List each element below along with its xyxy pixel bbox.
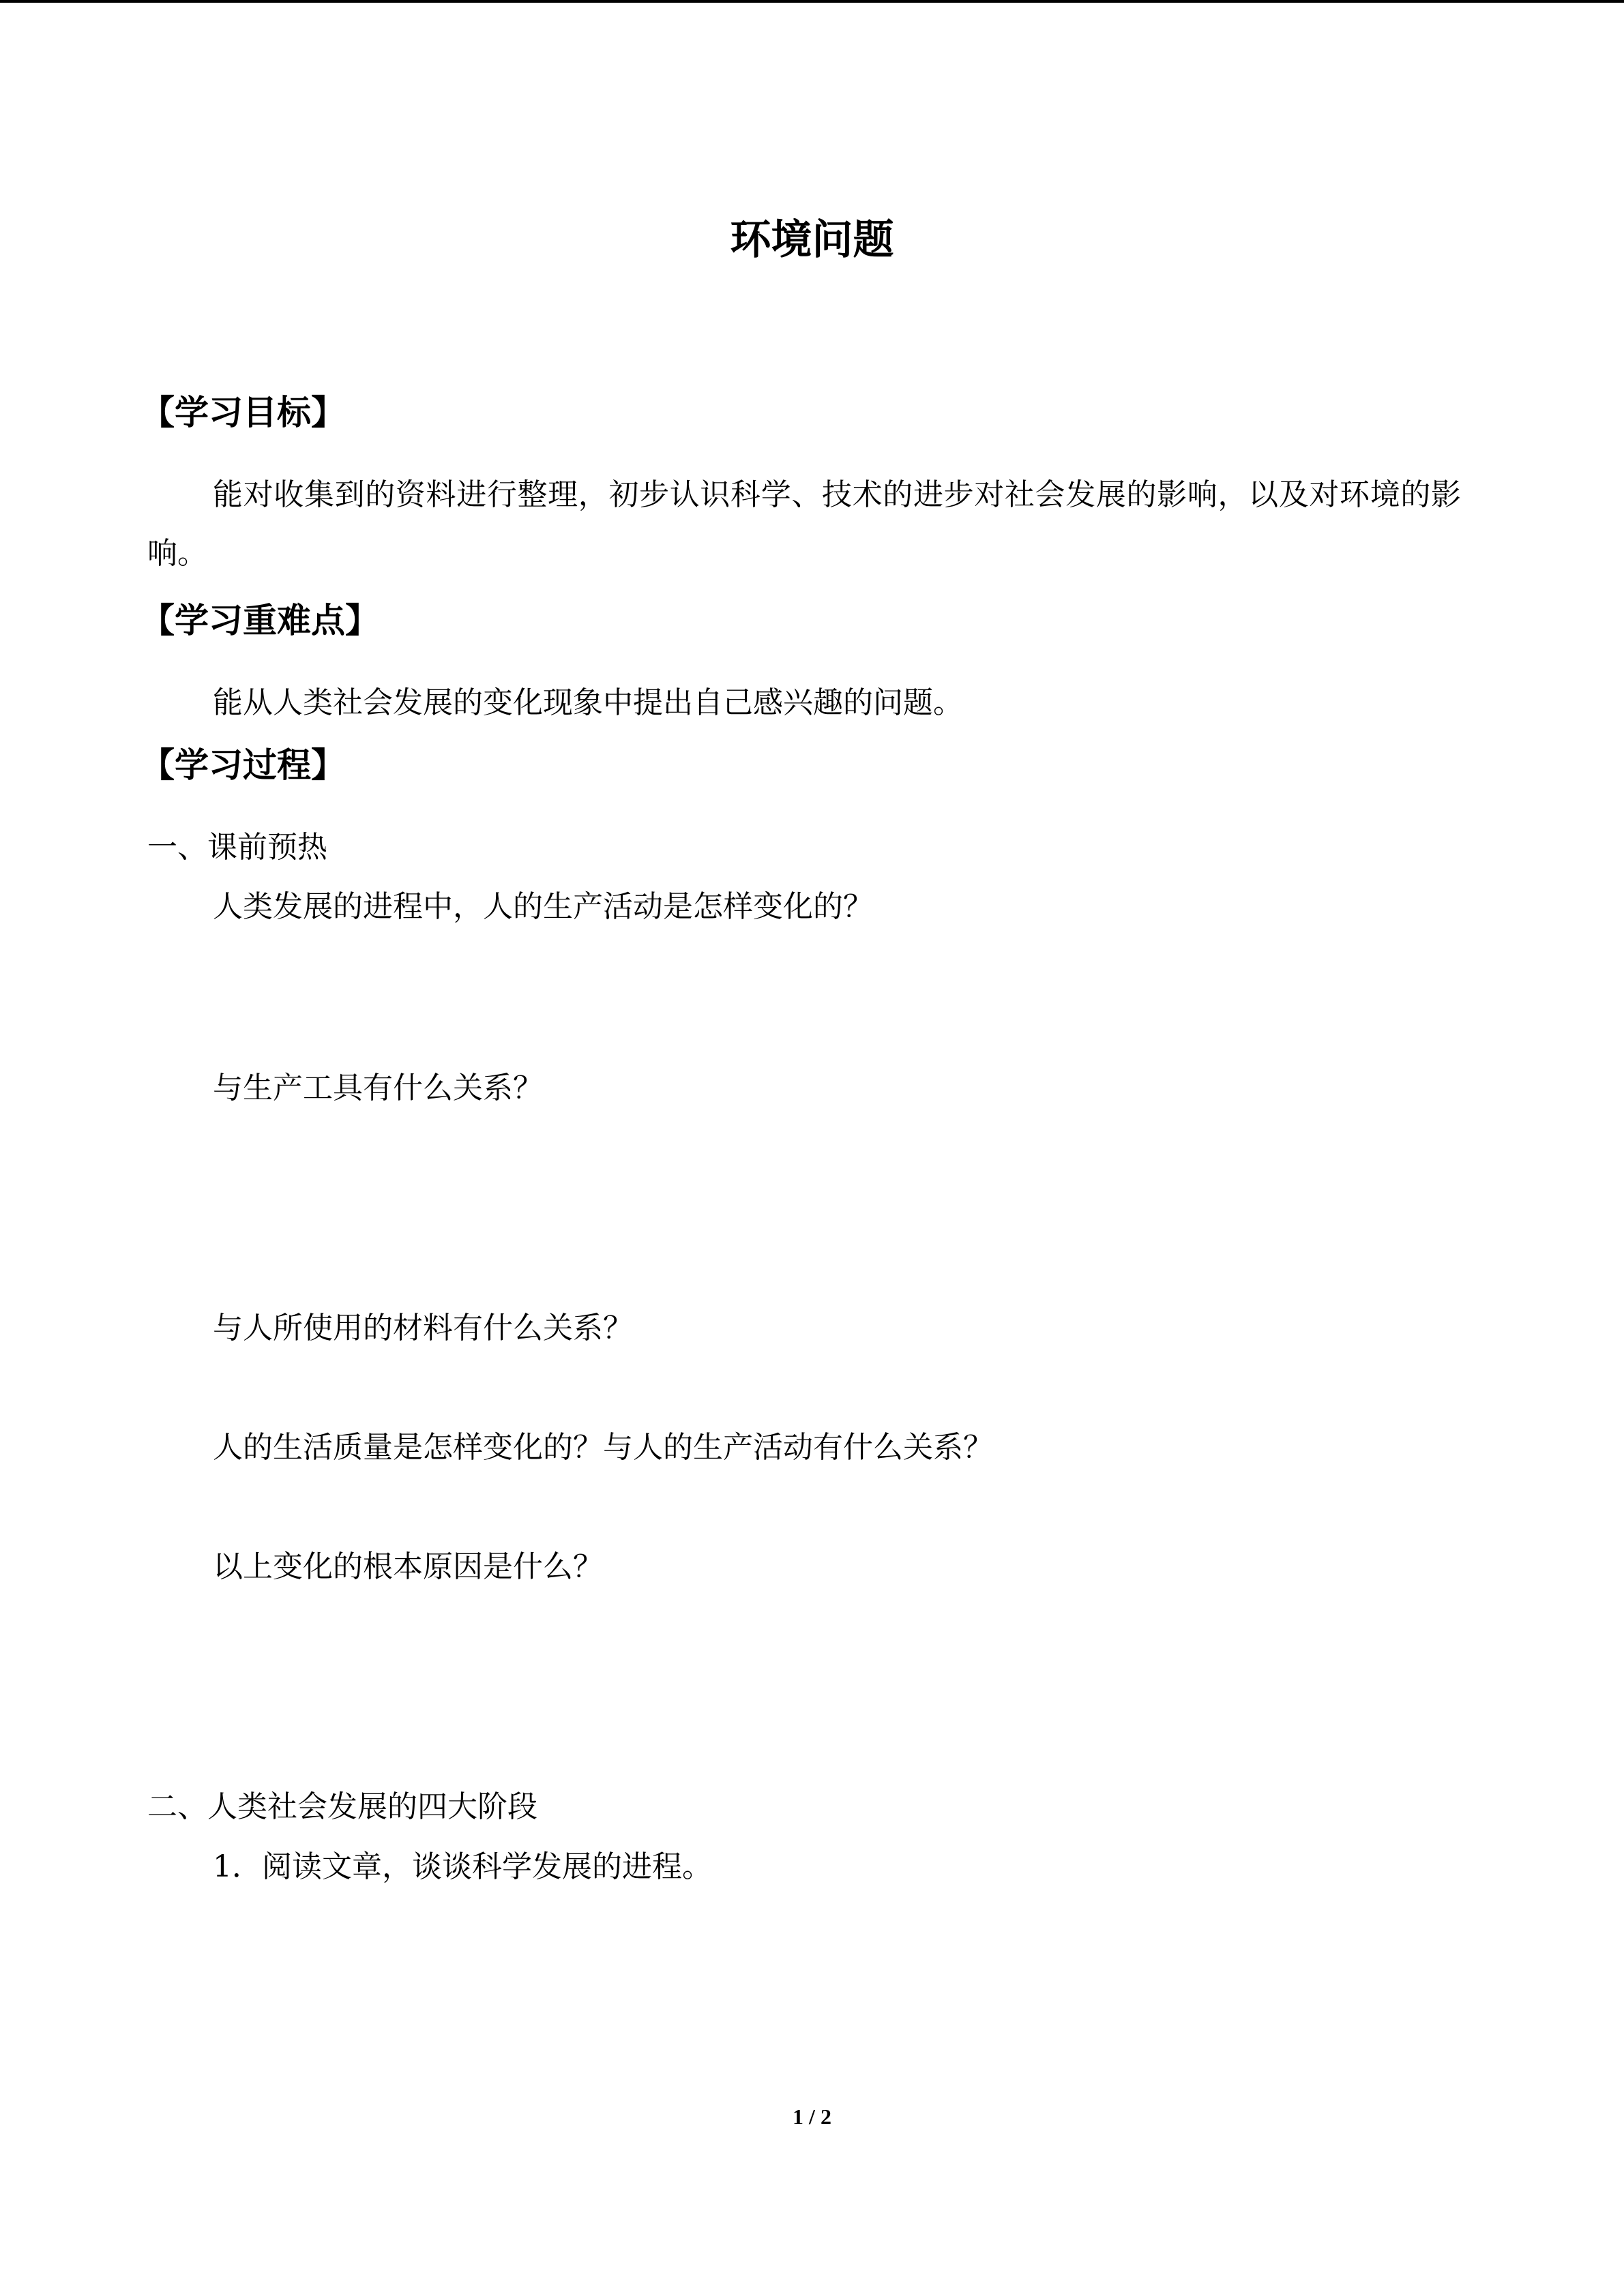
- question-item: 与人所使用的材料有什么关系？: [213, 1311, 633, 1345]
- section-title-four-stages: 二、人类社会发展的四大阶段: [147, 1789, 537, 1824]
- question-item: 人的生活质量是怎样变化的？与人的生产活动有什么关系？: [213, 1430, 993, 1465]
- page-number: 1 / 2: [793, 2104, 831, 2129]
- document-title: 环境问题: [730, 216, 894, 264]
- question-item: 与生产工具有什么关系？: [213, 1071, 543, 1105]
- question-item: 以上变化的根本原因是什么？: [213, 1549, 603, 1584]
- key-points-paragraph: 能从人类社会发展的变化现象中提出自己感兴趣的问题。: [213, 685, 963, 720]
- heading-key-points: 【学习重难点】: [141, 601, 379, 640]
- objectives-paragraph: 能对收集到的资料进行整理，初步认识科学、技术的进步对社会发展的影响，以及对环境的影响。: [147, 477, 1461, 571]
- heading-learning-process: 【学习过程】: [141, 745, 345, 785]
- list-item: 1．阅读文章，谈谈科学发展的进程。: [213, 1849, 712, 1884]
- question-item: 人类发展的进程中，人的生产活动是怎样变化的？: [213, 889, 873, 924]
- section-title-pre-class: 一、课前预热: [147, 830, 327, 865]
- heading-learning-objectives: 【学习目标】: [141, 393, 345, 432]
